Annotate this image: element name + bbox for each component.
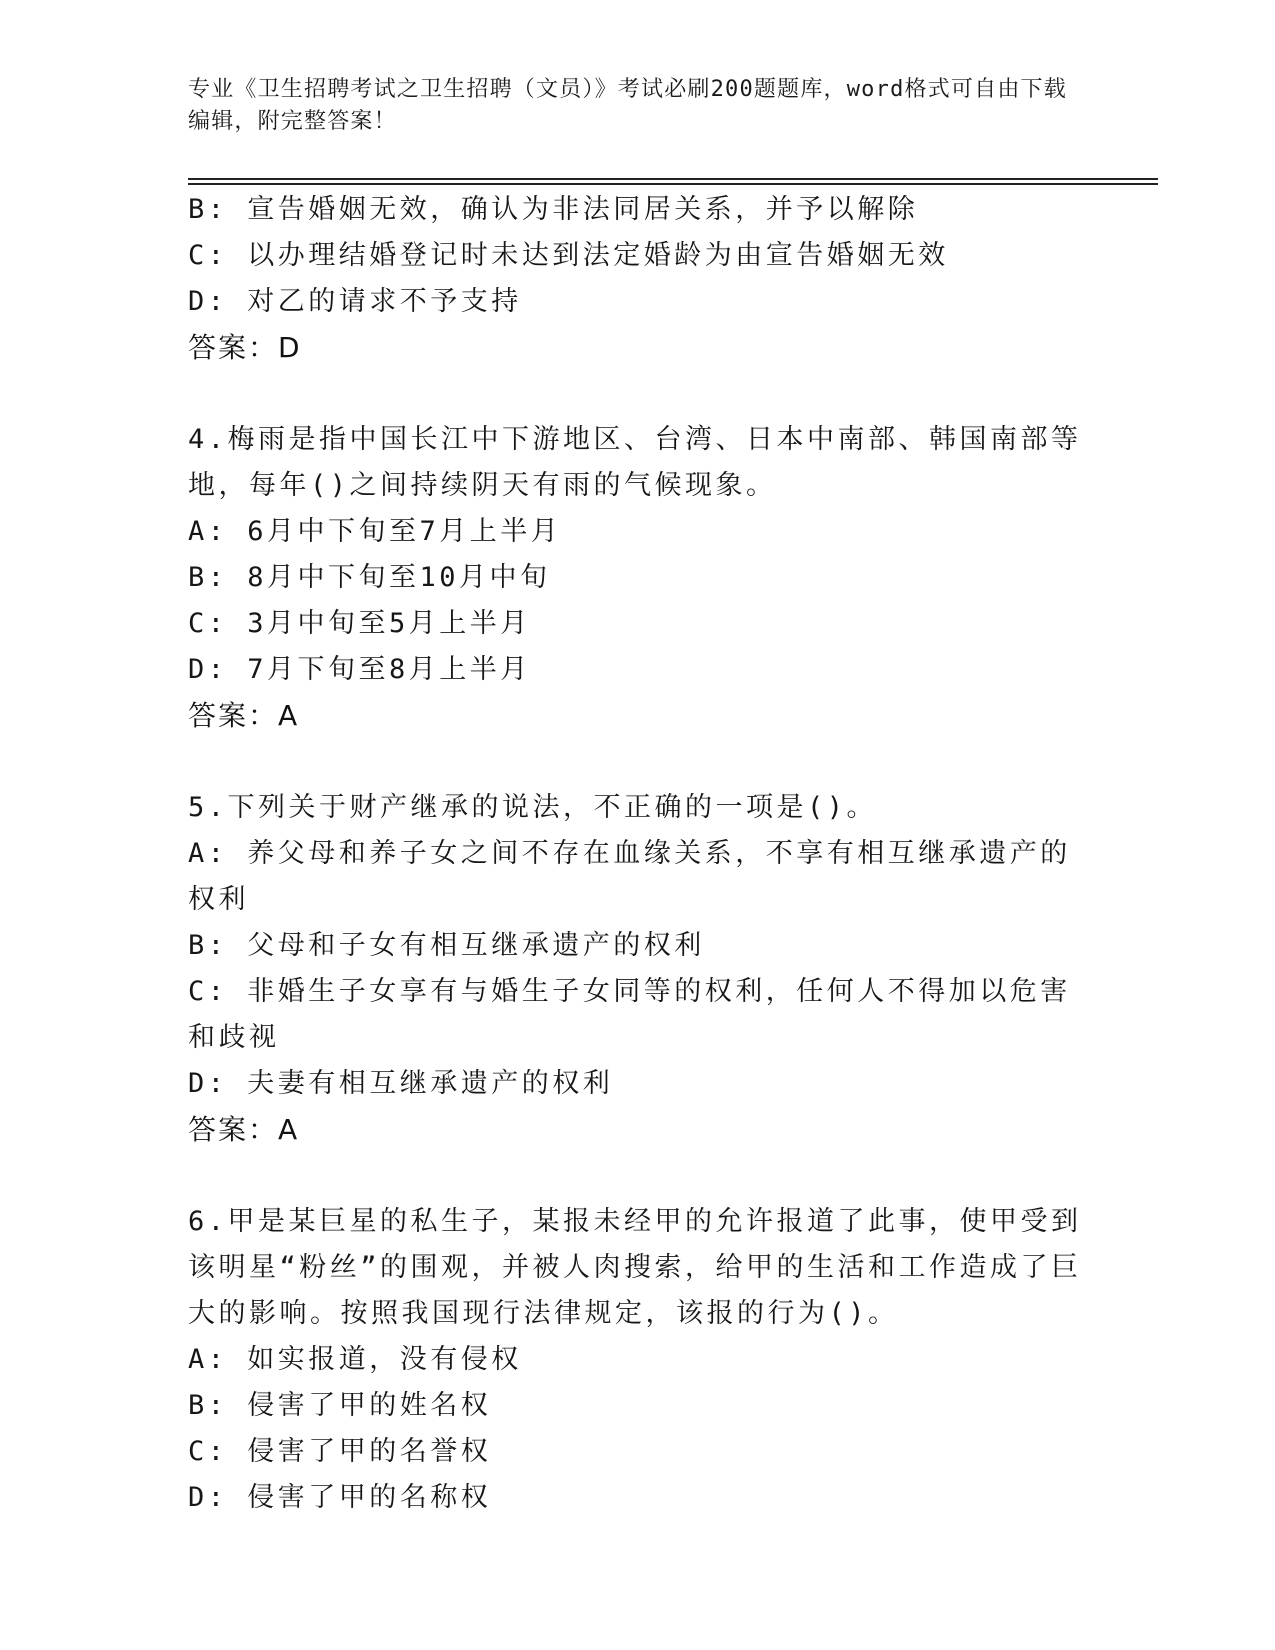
- question-5: [188, 785, 1088, 1153]
- q3-option-d: D: 对乙的请求不予支持: [188, 286, 522, 317]
- q4-option-c: C: 3月中旬至5月上半月: [188, 608, 531, 639]
- q5-option-b: B: 父母和子女有相互继承遗产的权利: [188, 930, 705, 961]
- q6-stem: 6.甲是某巨星的私生子，某报未经甲的允许报道了此事，使甲受到该明星“粉丝”的围观，并被人肉搜索，给甲的生活和工作造成了巨大的影响。按照我国现行法律规定，该报的行为()。: [188, 1206, 1082, 1329]
- q4-option-d: D: 7月下旬至8月上半月: [188, 654, 531, 685]
- question-6: [188, 1199, 1088, 1521]
- q5-stem: 5.下列关于财产继承的说法，不正确的一项是()。: [188, 792, 878, 823]
- q6-option-d: D: 侵害了甲的名称权: [188, 1482, 492, 1513]
- q3-option-c: C: 以办理结婚登记时未达到法定婚龄为由宣告婚姻无效: [188, 240, 949, 271]
- q5-option-d: D: 夫妻有相互继承遗产的权利: [188, 1068, 614, 1099]
- document-header: 专业《卫生招聘考试之卫生招聘（文员）》考试必刷200题题库，word格式可自由下载编辑，附完整答案！: [188, 77, 1067, 134]
- q5-option-a: A: 养父母和养子女之间不存在血缘关系，不享有相互继承遗产的权利: [188, 838, 1071, 915]
- header-divider-top: [188, 178, 1158, 180]
- q4-option-a: A: 6月中下旬至7月上半月: [188, 516, 562, 547]
- question-3-tail: [188, 187, 1088, 371]
- header-divider-bottom: [188, 183, 1158, 185]
- q3-answer: 答案：D: [188, 331, 302, 364]
- spacer: [188, 739, 1088, 785]
- q6-option-a: A: 如实报道，没有侵权: [188, 1344, 522, 1375]
- spacer: [188, 1153, 1088, 1199]
- q4-answer: 答案：A: [188, 699, 300, 732]
- q5-answer: 答案：A: [188, 1113, 300, 1146]
- q5-option-c: C: 非婚生子女享有与婚生子女同等的权利，任何人不得加以危害和歧视: [188, 976, 1071, 1053]
- question-4: [188, 417, 1088, 739]
- question-list: [188, 187, 1088, 1521]
- spacer: [188, 371, 1088, 417]
- q6-option-c: C: 侵害了甲的名誉权: [188, 1436, 492, 1467]
- q6-option-b: B: 侵害了甲的姓名权: [188, 1390, 492, 1421]
- q3-option-b: B: 宣告婚姻无效，确认为非法同居关系，并予以解除: [188, 194, 919, 225]
- q4-option-b: B: 8月中下旬至10月中旬: [188, 562, 551, 593]
- q4-stem: 4.梅雨是指中国长江中下游地区、台湾、日本中南部、韩国南部等地，每年()之间持续阴天有雨的气候现象。: [188, 424, 1082, 501]
